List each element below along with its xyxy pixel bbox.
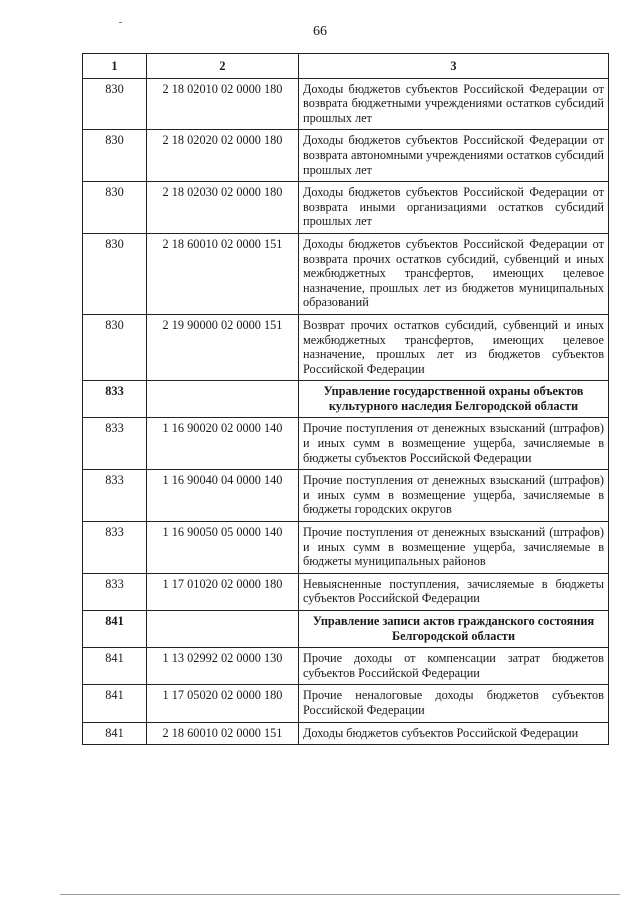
admin-code-cell: 841 — [83, 722, 147, 745]
table-row — [83, 573, 609, 610]
section-header-row — [83, 611, 609, 648]
admin-code-cell: 833 — [83, 470, 147, 522]
table-row — [83, 233, 609, 314]
description-cell: Прочие поступления от денежных взысканий (штрафов) и иных сумм в возмещение ущерба, зачисляемые в бюджеты муниципальных районов — [299, 522, 609, 574]
header-row — [83, 54, 609, 79]
revenue-code-cell: 1 17 05020 02 0000 180 — [147, 685, 299, 722]
revenue-code-cell: 2 19 90000 02 0000 151 — [147, 314, 299, 380]
admin-code-cell: 841 — [83, 648, 147, 685]
column-header-2: 2 — [147, 54, 299, 79]
description-cell: Доходы бюджетов субъектов Российской Федерации от возврата прочих остатков субсидий, субвенций и иных межбюджетных трансфертов, имеющих целевое назначение, прошлых лет из бюджетов муниципальных образований — [299, 233, 609, 314]
table-row — [83, 648, 609, 685]
page-number: 66 — [313, 24, 327, 39]
revenue-code-cell: 2 18 60010 02 0000 151 — [147, 722, 299, 745]
table-row — [83, 418, 609, 470]
revenue-code-cell: 1 16 90020 02 0000 140 — [147, 418, 299, 470]
admin-code-cell: 830 — [83, 78, 147, 130]
table-row — [83, 685, 609, 722]
scan-edge-line — [60, 894, 620, 895]
revenue-code-cell: 1 16 90040 04 0000 140 — [147, 470, 299, 522]
description-cell: Возврат прочих остатков субсидий, субвенций и иных межбюджетных трансфертов, имеющих целевое назначение, прошлых лет из бюджетов субъектов Российской Федерации — [299, 314, 609, 380]
description-cell: Доходы бюджетов субъектов Российской Федерации от возврата автономными учреждениями остатков субсидий прошлых лет — [299, 130, 609, 182]
column-header-1: 1 — [83, 54, 147, 79]
admin-code-cell: 830 — [83, 314, 147, 380]
description-cell: Прочие неналоговые доходы бюджетов субъектов Российской Федерации — [299, 685, 609, 722]
revenue-code-cell: 1 13 02992 02 0000 130 — [147, 648, 299, 685]
table-row — [83, 78, 609, 130]
admin-code-cell: 833 — [83, 418, 147, 470]
table-row — [83, 130, 609, 182]
description-cell: Прочие доходы от компенсации затрат бюджетов субъектов Российской Федерации — [299, 648, 609, 685]
description-cell: Прочие поступления от денежных взысканий (штрафов) и иных сумм в возмещение ущерба, зачисляемые в бюджеты городских округов — [299, 470, 609, 522]
admin-code-cell: 833 — [83, 381, 147, 418]
admin-code-cell: 830 — [83, 233, 147, 314]
table-row — [83, 314, 609, 380]
table-body — [83, 78, 609, 745]
revenue-code-cell: 2 18 02030 02 0000 180 — [147, 182, 299, 234]
revenue-code-cell — [147, 611, 299, 648]
revenue-code-cell: 2 18 02020 02 0000 180 — [147, 130, 299, 182]
table-row — [83, 470, 609, 522]
revenue-code-cell: 2 18 60010 02 0000 151 — [147, 233, 299, 314]
revenue-code-cell — [147, 381, 299, 418]
admin-code-cell: 841 — [83, 685, 147, 722]
admin-code-cell: 833 — [83, 573, 147, 610]
description-cell: Доходы бюджетов субъектов Российской Федерации от возврата иными организациями остатков субсидий прошлых лет — [299, 182, 609, 234]
description-cell: Доходы бюджетов субъектов Российской Федерации — [299, 722, 609, 745]
description-cell: Прочие поступления от денежных взысканий (штрафов) и иных сумм в возмещение ущерба, зачисляемые в бюджеты субъектов Российской Федерации — [299, 418, 609, 470]
description-cell: Управление записи актов гражданского состояния Белгородской области — [299, 611, 609, 648]
revenue-code-cell: 2 18 02010 02 0000 180 — [147, 78, 299, 130]
table-row — [83, 522, 609, 574]
revenue-code-cell: 1 16 90050 05 0000 140 — [147, 522, 299, 574]
revenue-code-cell: 1 17 01020 02 0000 180 — [147, 573, 299, 610]
description-cell: Невыясненные поступления, зачисляемые в бюджеты субъектов Российской Федерации — [299, 573, 609, 610]
budget-revenue-table — [82, 53, 609, 745]
scan-speck — [119, 22, 122, 23]
description-cell: Доходы бюджетов субъектов Российской Федерации от возврата бюджетными учреждениями остатков субсидий прошлых лет — [299, 78, 609, 130]
table-row — [83, 722, 609, 745]
admin-code-cell: 830 — [83, 182, 147, 234]
description-cell: Управление государственной охраны объектов культурного наследия Белгородской области — [299, 381, 609, 418]
admin-code-cell: 830 — [83, 130, 147, 182]
section-header-row — [83, 381, 609, 418]
admin-code-cell: 833 — [83, 522, 147, 574]
admin-code-cell: 841 — [83, 611, 147, 648]
column-header-3: 3 — [299, 54, 609, 79]
table-row — [83, 182, 609, 234]
